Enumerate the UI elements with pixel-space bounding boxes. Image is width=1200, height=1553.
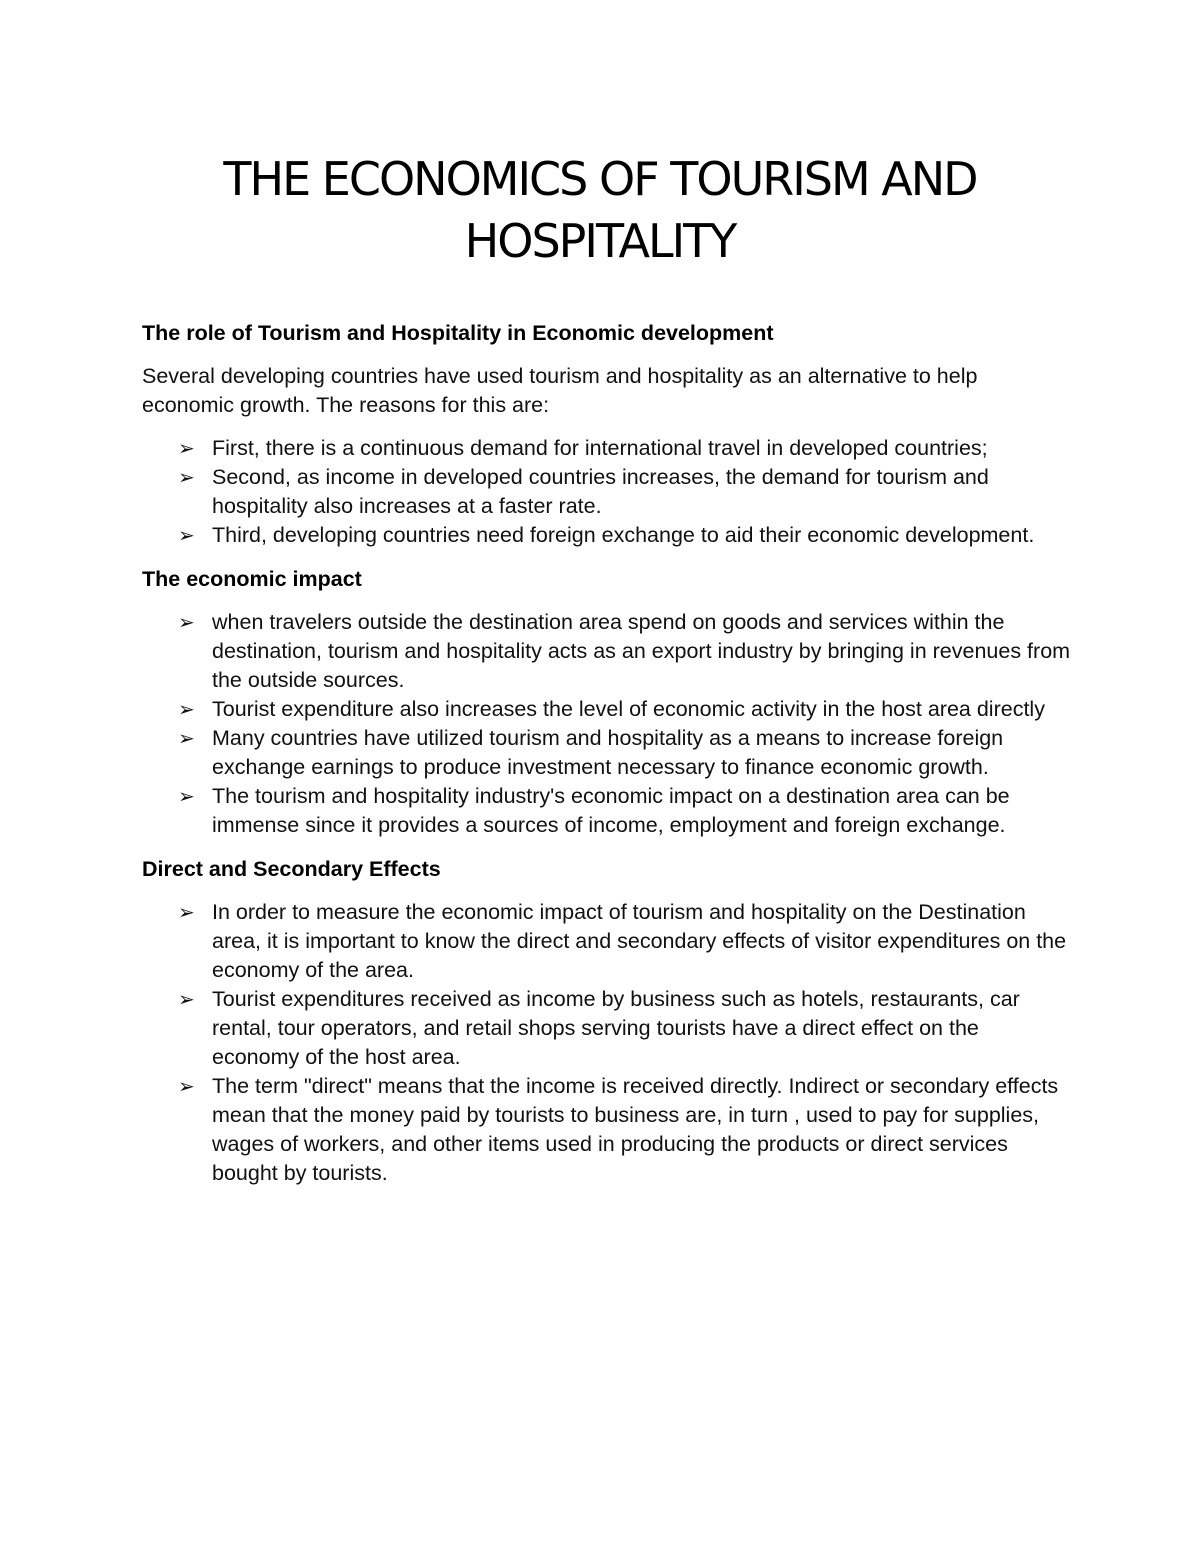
bullet-list	[142, 898, 1072, 1188]
section-heading: The role of Tourism and Hospitality in Economic development	[142, 321, 774, 345]
section-intro: Several developing countries have used tourism and hospitality as an alternative to help economic growth. The reasons for this are:	[142, 364, 978, 417]
list-item-text: Second, as income in developed countries increases, the demand for tourism and hospitality also increases at a faster rate.	[212, 465, 989, 518]
arrow-bullet-icon: ➢	[178, 900, 195, 924]
list-item	[142, 695, 1072, 724]
list-item	[142, 608, 1072, 695]
section-heading: The economic impact	[142, 567, 362, 591]
list-item-text: Third, developing countries need foreign exchange to aid their economic development.	[212, 523, 1035, 547]
section-role-of-tourism	[142, 318, 1072, 550]
list-item-text: Tourist expenditures received as income by business such as hotels, restaurants, car rental, tour operators, and retail shops serving tourists have a direct effect on the economy of the host area.	[212, 987, 1020, 1069]
arrow-bullet-icon: ➢	[178, 1074, 195, 1098]
arrow-bullet-icon: ➢	[178, 784, 195, 808]
document-title	[0, 148, 1200, 272]
arrow-bullet-icon: ➢	[178, 987, 195, 1011]
document-body	[142, 318, 1072, 1202]
list-item-text: The term "direct" means that the income is received directly. Indirect or secondary effects mean that the money paid by tourists to business are, in turn , used to pay for supplies, wages of workers, and other items used in producing the products or direct services bought by tourists.	[212, 1074, 1059, 1185]
section-direct-secondary-effects	[142, 854, 1072, 1188]
arrow-bullet-icon: ➢	[178, 465, 195, 489]
section-heading: Direct and Secondary Effects	[142, 857, 441, 881]
list-item	[142, 463, 1072, 521]
arrow-bullet-icon: ➢	[178, 436, 195, 460]
list-item	[142, 1072, 1072, 1188]
list-item-text: First, there is a continuous demand for international travel in developed countries;	[212, 436, 988, 460]
list-item-text: when travelers outside the destination area spend on goods and services within the destination, tourism and hospitality acts as an export industry by bringing in revenues from the outside sources.	[212, 610, 1071, 692]
list-item-text: Tourist expenditure also increases the level of economic activity in the host area directly	[212, 697, 1045, 721]
arrow-bullet-icon: ➢	[178, 610, 195, 634]
bullet-list	[142, 608, 1072, 840]
list-item-text: In order to measure the economic impact of tourism and hospitality on the Destination area, it is important to know the direct and secondary effects of visitor expenditures on the economy of the area.	[212, 900, 1067, 982]
document-title-line-2: HOSPITALITY	[464, 214, 736, 268]
list-item	[142, 724, 1072, 782]
section-economic-impact	[142, 564, 1072, 840]
bullet-list	[142, 434, 1072, 550]
document-title-line-1: THE ECONOMICS OF TOURISM AND	[223, 152, 977, 206]
list-item	[142, 985, 1072, 1072]
list-item-text: The tourism and hospitality industry's economic impact on a destination area can be immense since it provides a sources of income, employment and foreign exchange.	[212, 784, 1010, 837]
list-item	[142, 898, 1072, 985]
list-item	[142, 782, 1072, 840]
arrow-bullet-icon: ➢	[178, 726, 195, 750]
arrow-bullet-icon: ➢	[178, 523, 195, 547]
list-item-text: Many countries have utilized tourism and hospitality as a means to increase foreign exchange earnings to produce investment necessary to finance economic growth.	[212, 726, 1004, 779]
list-item	[142, 521, 1072, 550]
list-item	[142, 434, 1072, 463]
arrow-bullet-icon: ➢	[178, 697, 195, 721]
